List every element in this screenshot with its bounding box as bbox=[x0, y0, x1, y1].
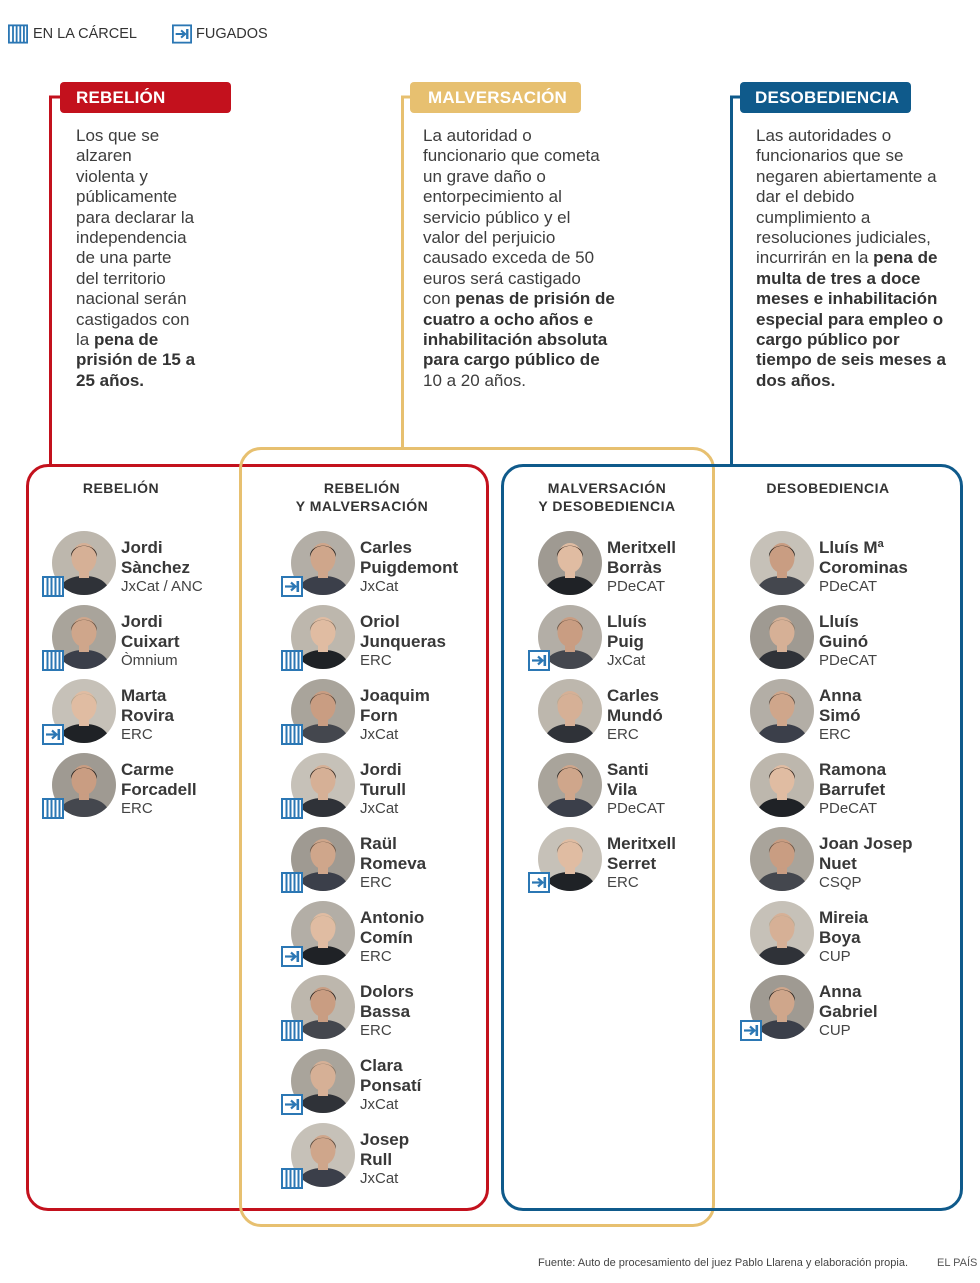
person-last-name: Puigdemont bbox=[360, 558, 459, 577]
party-label: ERC bbox=[360, 652, 392, 669]
portrait-photo bbox=[750, 901, 814, 965]
person-last-name: Gabriel bbox=[819, 1002, 878, 1021]
party-label: JxCat bbox=[360, 800, 399, 817]
penalty-text: pena de bbox=[93, 329, 159, 349]
jail-bars-icon bbox=[281, 724, 303, 745]
description-text: alzaren bbox=[76, 146, 132, 166]
person-name bbox=[121, 760, 197, 800]
person-name bbox=[819, 612, 868, 652]
party-label: JxCat / ANC bbox=[121, 578, 203, 595]
party-label: ERC bbox=[360, 948, 392, 965]
person-last-name: Junqueras bbox=[360, 632, 446, 651]
person-last-name: Romeva bbox=[360, 854, 427, 873]
person-name bbox=[819, 908, 868, 948]
portrait-photo bbox=[538, 753, 602, 817]
person-card bbox=[291, 679, 430, 743]
person-first-name: Jordi bbox=[360, 760, 402, 779]
person-first-name: Carles bbox=[607, 686, 659, 705]
person-first-name: Clara bbox=[360, 1056, 403, 1075]
party-label: PDeCAT bbox=[819, 578, 878, 595]
person-card bbox=[291, 975, 414, 1039]
exit-arrow-icon bbox=[42, 724, 64, 745]
penalty-text: prisión de 15 a bbox=[76, 350, 196, 370]
penalty-text: cuatro a ocho años e bbox=[423, 309, 594, 329]
party-label: PDeCAT bbox=[607, 800, 666, 817]
person-first-name: Lluís bbox=[607, 612, 647, 631]
person-last-name: Comín bbox=[360, 928, 413, 947]
person-first-name: Lluís bbox=[819, 612, 859, 631]
person-name bbox=[360, 834, 426, 874]
party-label: ERC bbox=[121, 726, 153, 743]
person-last-name: Rull bbox=[360, 1150, 393, 1169]
party-label: JxCat bbox=[360, 578, 399, 595]
person-last-name: Mundó bbox=[607, 706, 663, 725]
person-name bbox=[360, 982, 414, 1022]
crime-label-malversacion: MALVERSACIÓN bbox=[410, 82, 581, 113]
description-text: de una parte bbox=[76, 248, 172, 268]
person-card bbox=[291, 753, 406, 817]
description-text: Los que se bbox=[76, 126, 160, 145]
exit-arrow-icon bbox=[281, 1094, 303, 1115]
person-last-name: Cuixart bbox=[121, 632, 180, 651]
description-text: servicio público y el bbox=[423, 207, 571, 227]
description-text: funcionarios que se bbox=[756, 146, 904, 166]
person-card bbox=[52, 679, 174, 743]
crime-label-rebelion: REBELIÓN bbox=[60, 82, 231, 113]
person-name bbox=[607, 760, 649, 800]
person-last-name: Sànchez bbox=[121, 558, 190, 577]
person-first-name: Ramona bbox=[819, 760, 887, 779]
person-name bbox=[360, 908, 424, 948]
description-text: La autoridad o bbox=[423, 126, 532, 145]
publisher-brand: EL PAÍS bbox=[937, 1257, 978, 1269]
person-last-name: Bassa bbox=[360, 1002, 411, 1021]
party-label: JxCat bbox=[360, 726, 399, 743]
person-name bbox=[360, 1056, 421, 1096]
person-last-name: Barrufet bbox=[819, 780, 886, 799]
description-text: Las autoridades o bbox=[756, 126, 892, 145]
person-last-name: Guinó bbox=[819, 632, 869, 651]
party-label: ERC bbox=[607, 874, 639, 891]
party-label: Òmnium bbox=[121, 652, 178, 669]
exit-arrow-icon bbox=[281, 946, 303, 967]
column-title-line: REBELIÓN bbox=[323, 480, 401, 496]
portrait-photo bbox=[538, 679, 602, 743]
portrait-photo bbox=[750, 827, 814, 891]
jail-bars-icon bbox=[42, 798, 64, 819]
person-name bbox=[607, 834, 676, 874]
person-first-name: Joan Josep bbox=[819, 834, 913, 853]
party-label: ERC bbox=[360, 1022, 392, 1039]
penalty-text: meses e inhabilitación bbox=[756, 289, 938, 309]
person-first-name: Lluís Mª bbox=[819, 538, 884, 557]
person-card bbox=[538, 753, 666, 817]
penalty-text: dos años. bbox=[756, 370, 836, 390]
column-title-line: DESOBEDIENCIA bbox=[766, 480, 890, 496]
person-last-name: Ponsatí bbox=[360, 1076, 422, 1095]
person-last-name: Forn bbox=[360, 706, 398, 725]
person-last-name: Simó bbox=[819, 706, 861, 725]
party-label: ERC bbox=[360, 874, 392, 891]
person-card bbox=[291, 1049, 422, 1113]
jail-bars-icon bbox=[281, 1168, 303, 1189]
person-first-name: Josep bbox=[360, 1130, 410, 1149]
party-label: CUP bbox=[819, 1022, 851, 1039]
exit-arrow-icon bbox=[281, 576, 303, 597]
person-name bbox=[819, 834, 913, 874]
source-note: Fuente: Auto de procesamiento del juez Pablo Llarena y elaboración propia. bbox=[538, 1257, 908, 1269]
person-name bbox=[819, 538, 908, 578]
person-first-name: Jordi bbox=[121, 612, 163, 631]
legend-label: FUGADOS bbox=[196, 26, 268, 42]
description-text: causado exceda de 50 bbox=[423, 248, 595, 268]
person-card bbox=[538, 531, 676, 595]
description-text: para declarar la bbox=[76, 207, 195, 227]
penalty-text: inhabilitación absoluta bbox=[423, 329, 608, 349]
description-text: castigados con bbox=[76, 309, 190, 329]
person-first-name: Joaquim bbox=[360, 686, 430, 705]
person-first-name: Raül bbox=[360, 834, 397, 853]
exit-arrow-icon bbox=[740, 1020, 762, 1041]
person-card bbox=[750, 753, 887, 817]
party-label: JxCat bbox=[360, 1170, 399, 1187]
person-last-name: Nuet bbox=[819, 854, 857, 873]
person-last-name: Boya bbox=[819, 928, 861, 947]
person-first-name: Antonio bbox=[360, 908, 425, 927]
person-card bbox=[291, 1123, 410, 1187]
penalty-text: penas de prisión de bbox=[455, 289, 615, 309]
description-text: 10 a 20 años. bbox=[423, 370, 527, 390]
person-card bbox=[750, 531, 908, 595]
person-last-name: Vila bbox=[607, 780, 637, 799]
person-card bbox=[538, 679, 663, 743]
penalty-text: para cargo público de bbox=[423, 350, 600, 370]
party-label: ERC bbox=[121, 800, 153, 817]
column-title-line: Y DESOBEDIENCIA bbox=[538, 498, 676, 514]
party-label: PDeCAT bbox=[819, 652, 878, 669]
person-name bbox=[121, 538, 190, 578]
description-text: públicamente bbox=[76, 187, 178, 207]
description-text: euros será castigado bbox=[423, 268, 581, 288]
jail-bars-icon bbox=[281, 872, 303, 893]
description-text: valor del perjuicio bbox=[423, 227, 556, 247]
portrait-photo bbox=[750, 753, 814, 817]
person-card bbox=[291, 901, 425, 965]
person-first-name: Carles bbox=[360, 538, 412, 557]
person-card bbox=[538, 605, 647, 669]
party-label: CUP bbox=[819, 948, 851, 965]
person-last-name: Corominas bbox=[819, 558, 908, 577]
person-first-name: Carme bbox=[121, 760, 174, 779]
exit-arrow-icon bbox=[528, 650, 550, 671]
jail-bars-icon bbox=[281, 798, 303, 819]
description-text: dar el debido bbox=[756, 187, 855, 207]
person-card bbox=[52, 531, 203, 595]
person-name bbox=[607, 612, 647, 652]
jail-bars-icon bbox=[281, 650, 303, 671]
person-first-name: Meritxell bbox=[607, 538, 676, 557]
description-text: negaren abiertamente a bbox=[756, 166, 937, 186]
description-text: violenta y bbox=[76, 166, 148, 186]
description-text: independencia bbox=[76, 227, 187, 247]
party-label: PDeCAT bbox=[819, 800, 878, 817]
description-text: la bbox=[76, 329, 94, 349]
party-label: JxCat bbox=[607, 652, 646, 669]
person-name bbox=[360, 1130, 409, 1170]
person-name bbox=[819, 760, 886, 800]
person-name bbox=[819, 686, 862, 726]
portrait-photo bbox=[750, 605, 814, 669]
penalty-text: tiempo de seis meses a bbox=[756, 350, 946, 370]
column-title-line: MALVERSACIÓN bbox=[547, 480, 667, 496]
person-first-name: Jordi bbox=[121, 538, 163, 557]
person-name bbox=[360, 686, 430, 726]
person-card bbox=[750, 975, 878, 1039]
person-first-name: Anna bbox=[819, 686, 862, 705]
description-text: funcionario que cometa bbox=[423, 146, 600, 166]
party-label: JxCat bbox=[360, 1096, 399, 1113]
person-first-name: Marta bbox=[121, 686, 167, 705]
person-card bbox=[750, 827, 913, 891]
person-name bbox=[607, 538, 676, 578]
person-card bbox=[291, 605, 446, 669]
party-label: PDeCAT bbox=[607, 578, 666, 595]
person-first-name: Mireia bbox=[819, 908, 869, 927]
person-name bbox=[360, 760, 406, 800]
person-last-name: Forcadell bbox=[121, 780, 197, 799]
person-name bbox=[607, 686, 663, 726]
party-label: ERC bbox=[607, 726, 639, 743]
person-first-name: Santi bbox=[607, 760, 649, 779]
party-label: CSQP bbox=[819, 874, 862, 891]
crime-label-desobediencia: DESOBEDIENCIA bbox=[740, 82, 911, 113]
description-text: incurrirán en la bbox=[756, 248, 874, 268]
person-card bbox=[291, 531, 459, 595]
person-card bbox=[750, 679, 862, 743]
jail-bars-icon bbox=[42, 576, 64, 597]
party-label: ERC bbox=[819, 726, 851, 743]
person-card bbox=[52, 605, 180, 669]
person-last-name: Rovira bbox=[121, 706, 174, 725]
legend-label: EN LA CÁRCEL bbox=[33, 26, 137, 42]
portrait-photo bbox=[750, 679, 814, 743]
jail-bars-icon bbox=[42, 650, 64, 671]
person-last-name: Turull bbox=[360, 780, 406, 799]
description-text: un grave daño o bbox=[423, 166, 546, 186]
person-first-name: Dolors bbox=[360, 982, 414, 1001]
person-card bbox=[750, 901, 869, 965]
exit-arrow-icon bbox=[528, 872, 550, 893]
description-text: entorpecimiento al bbox=[423, 187, 562, 207]
description-text: cumplimiento a bbox=[756, 207, 871, 227]
person-card bbox=[291, 827, 427, 891]
penalty-text: pena de bbox=[873, 248, 938, 268]
person-card bbox=[538, 827, 676, 891]
person-card bbox=[52, 753, 197, 817]
penalty-text: especial para empleo o bbox=[756, 309, 944, 329]
portrait-photo bbox=[750, 531, 814, 595]
description-text: con bbox=[423, 289, 456, 309]
person-name bbox=[360, 612, 446, 652]
column-title-line: REBELIÓN bbox=[82, 480, 160, 496]
person-first-name: Meritxell bbox=[607, 834, 676, 853]
person-first-name: Anna bbox=[819, 982, 862, 1001]
description-text: nacional serán bbox=[76, 289, 187, 309]
portrait-photo bbox=[538, 531, 602, 595]
person-last-name: Serret bbox=[607, 854, 657, 873]
penalty-text: multa de tres a doce bbox=[756, 268, 921, 288]
person-last-name: Borràs bbox=[607, 558, 662, 577]
person-card bbox=[750, 605, 878, 669]
person-first-name: Oriol bbox=[360, 612, 400, 631]
penalty-text: cargo público por bbox=[756, 329, 900, 349]
person-last-name: Puig bbox=[607, 632, 644, 651]
jail-bars-icon bbox=[281, 1020, 303, 1041]
person-name bbox=[360, 538, 458, 578]
description-text: del territorio bbox=[76, 268, 166, 288]
description-text: resoluciones judiciales, bbox=[756, 227, 931, 247]
person-name bbox=[819, 982, 878, 1022]
person-name bbox=[121, 612, 180, 652]
column-title-line: Y MALVERSACIÓN bbox=[295, 498, 429, 514]
person-name bbox=[121, 686, 174, 726]
penalty-text: 25 años. bbox=[76, 370, 145, 390]
